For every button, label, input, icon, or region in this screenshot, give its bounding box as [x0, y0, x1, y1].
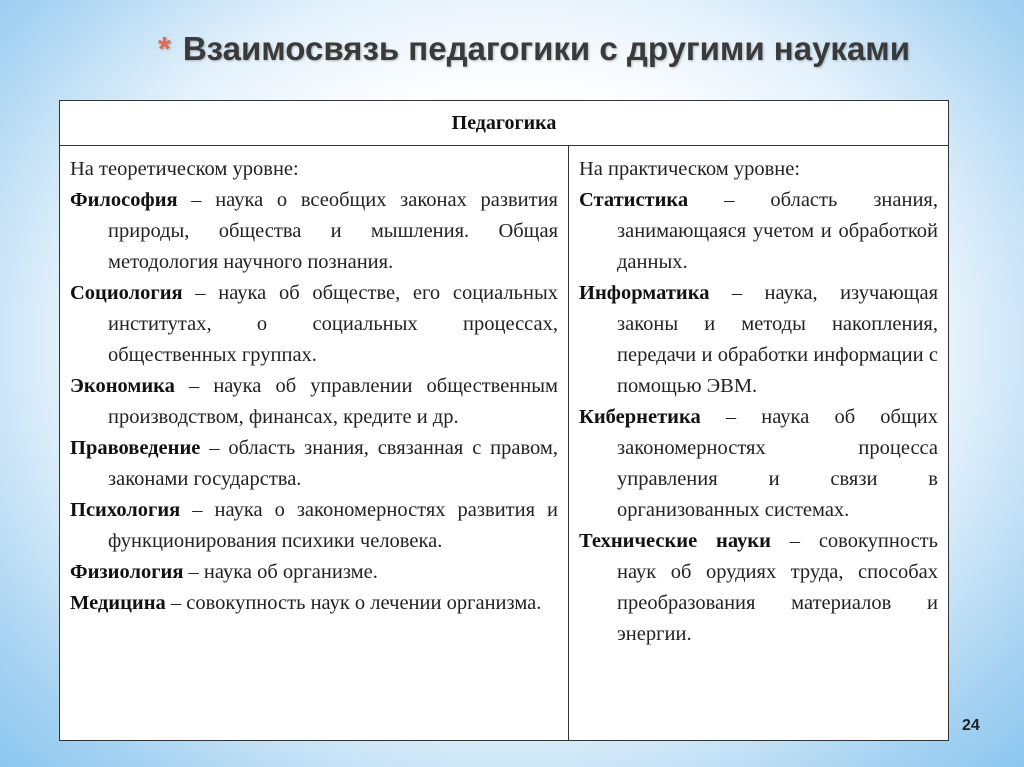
discipline-entry — [579, 402, 938, 526]
discipline-term: Информатика — [579, 282, 710, 304]
discipline-definition: – наука об общих закономерностях процесса управления и связи в организованных системах. — [617, 406, 938, 521]
discipline-definition: – наука об управлении общественным производством, финансах, кредите и др. — [108, 375, 558, 428]
discipline-definition: – совокупность наук об орудиях труда, способах преобразования материалов и энергии. — [617, 530, 938, 645]
discipline-term: Психология — [70, 499, 181, 521]
discipline-definition: – наука, изучающая законы и методы накопления, передачи и обработки информации с помощью ЭВМ. — [617, 282, 938, 397]
discipline-entry — [70, 433, 558, 495]
practical-level-label: На практическом уровне: — [579, 158, 801, 180]
title-star-marker: * — [158, 30, 171, 67]
page-number: 24 — [962, 717, 980, 734]
disciplines-table — [59, 100, 949, 741]
discipline-entry — [579, 526, 938, 650]
slide-title — [158, 30, 910, 68]
practical-level-column — [569, 146, 948, 741]
discipline-term: Экономика — [70, 375, 175, 397]
discipline-entry — [70, 495, 558, 557]
theoretical-level-column — [60, 146, 569, 741]
discipline-definition: – область знания, связанная с правом, законами государства. — [108, 437, 558, 490]
discipline-entry — [70, 371, 558, 433]
discipline-entry — [70, 588, 558, 619]
discipline-definition: – наука о закономерностях развития и функционирования психики человека. — [108, 499, 558, 552]
discipline-term: Физиология — [70, 561, 184, 583]
discipline-entry — [70, 557, 558, 588]
table-header: Педагогика — [60, 101, 948, 146]
discipline-definition: – наука о всеобщих законах развития природы, общества и мышления. Общая методология научного познания. — [108, 189, 558, 273]
discipline-definition: – область знания, занимающаяся учетом и обработкой данных. — [617, 189, 938, 273]
theoretical-level-label: На теоретическом уровне: — [70, 158, 299, 180]
discipline-definition: – совокупность наук о лечении организма. — [165, 592, 542, 614]
discipline-term: Философия — [70, 189, 178, 211]
discipline-entry — [579, 278, 938, 402]
discipline-term: Социология — [70, 282, 183, 304]
slide-title-text: Взаимосвязь педагогики с другими науками — [182, 30, 911, 67]
discipline-entry — [70, 278, 558, 371]
discipline-entry — [579, 185, 938, 278]
discipline-term: Технические науки — [579, 530, 771, 552]
discipline-definition: – наука об организме. — [183, 561, 378, 583]
discipline-term: Статистика — [579, 189, 689, 211]
discipline-entry — [70, 185, 558, 278]
discipline-definition: – наука об обществе, его социальных институтах, о социальных процессах, общественных группах. — [108, 282, 558, 366]
discipline-term: Правоведение — [70, 437, 201, 459]
discipline-term: Медицина — [70, 592, 166, 614]
discipline-term: Кибернетика — [579, 406, 701, 428]
